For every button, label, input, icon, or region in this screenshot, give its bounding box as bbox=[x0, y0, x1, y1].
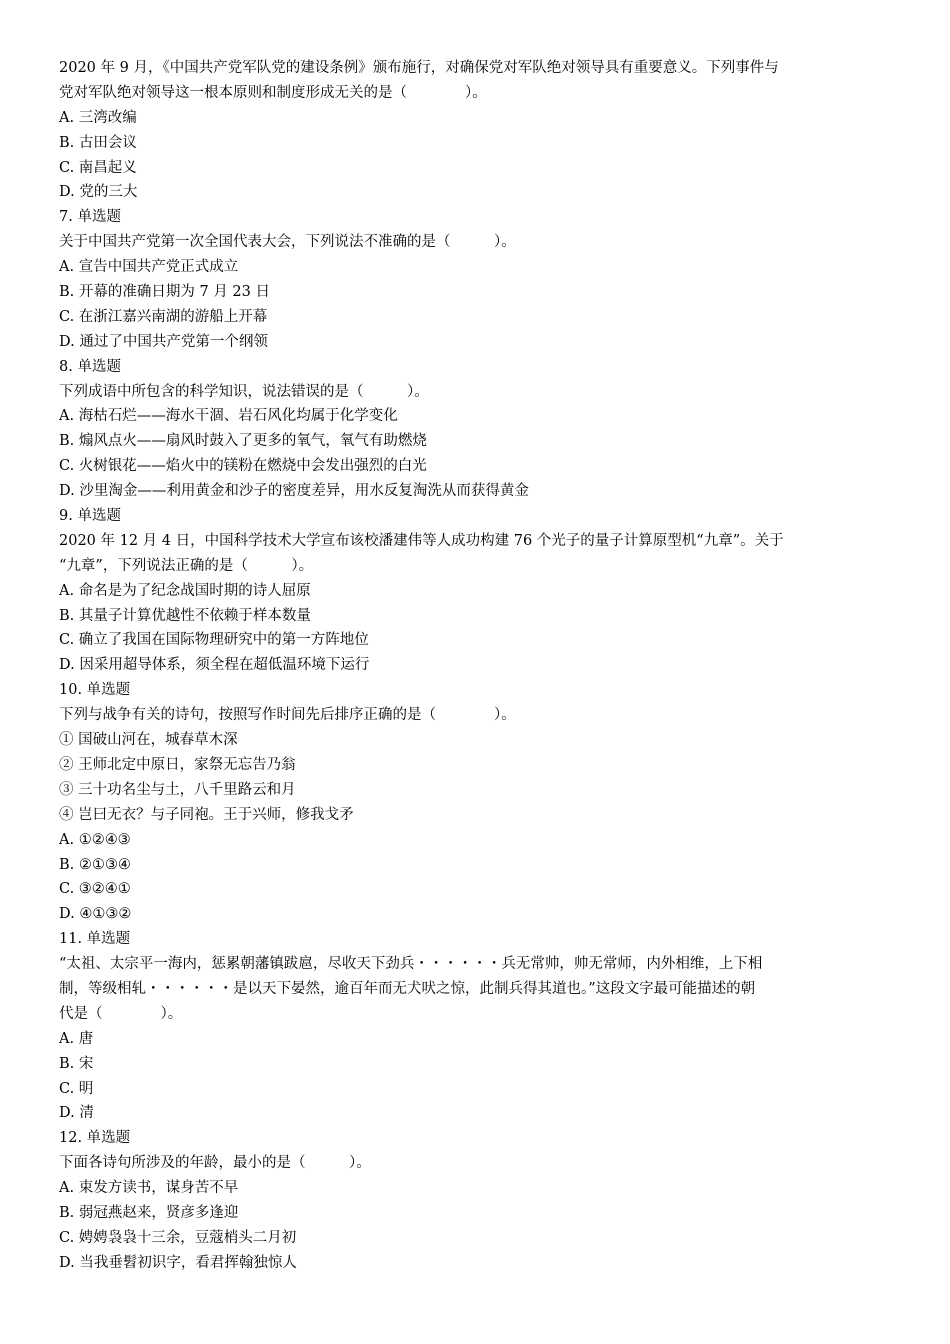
question-6 bbox=[59, 56, 890, 205]
question-11-stem-line-2: 制，等级相轧・・・・・・是以天下晏然，逾百年而无犬吠之惊，此制兵得其道也。”这段文字最可能描述的朝 bbox=[59, 980, 756, 997]
question-12-stem-line-1: 下面各诗句所涉及的年龄，最小的是（ ）。 bbox=[59, 1155, 371, 1172]
question-12 bbox=[59, 1126, 890, 1275]
question-11-stem-line-3: 代是（ ）。 bbox=[59, 1005, 183, 1022]
question-9-option-a: A. 命名是为了纪念战国时期的诗人屈原 bbox=[59, 582, 311, 599]
question-12-option-d: D. 当我垂髫初识字，看君挥翰独惊人 bbox=[59, 1254, 297, 1271]
question-9-stem-line-1: 2020 年 12 月 4 日，中国科学技术大学宣布该校潘建伟等人成功构建 76 个光子的量子计算原型机“九章”。关于 bbox=[59, 532, 784, 549]
question-11-stem-line-1: “太祖、太宗平一海内，惩累朝藩镇跋扈，尽收天下劲兵・・・・・・兵无常帅，帅无常师，内外相维，上下相 bbox=[59, 956, 763, 973]
question-7-stem-line-1: 关于中国共产党第一次全国代表大会，下列说法不准确的是（ ）。 bbox=[59, 234, 516, 251]
question-8-option-a: A. 海枯石烂——海水干涸、岩石风化均属于化学变化 bbox=[59, 408, 398, 425]
question-11-option-b: B. 宋 bbox=[59, 1055, 94, 1072]
question-10-option-a: A. ①②④③ bbox=[59, 831, 131, 848]
question-9-header: 9. 单选题 bbox=[59, 508, 121, 525]
question-7-option-d: D. 通过了中国共产党第一个纲领 bbox=[59, 333, 268, 350]
question-9 bbox=[59, 504, 890, 678]
question-8-header: 8. 单选题 bbox=[59, 358, 121, 375]
question-6-option-d: D. 党的三大 bbox=[59, 184, 138, 201]
question-11-option-d: D. 清 bbox=[59, 1105, 94, 1122]
question-7-option-c: C. 在浙江嘉兴南湖的游船上开幕 bbox=[59, 308, 268, 325]
question-10-option-d: D. ④①③② bbox=[59, 906, 132, 923]
question-9-option-c: C. 确立了我国在国际物理研究中的第一方阵地位 bbox=[59, 632, 369, 649]
question-10-option-c: C. ③②④① bbox=[59, 881, 131, 898]
question-10-item-4: ④ 岂曰无衣？与子同袍。王于兴师，修我戈矛 bbox=[59, 806, 354, 823]
question-10 bbox=[59, 678, 890, 927]
question-11-option-c: C. 明 bbox=[59, 1080, 94, 1097]
question-10-stem-line-1: 下列与战争有关的诗句，按照写作时间先后排序正确的是（ ）。 bbox=[59, 707, 516, 724]
question-11-option-a: A. 唐 bbox=[59, 1030, 94, 1047]
question-7 bbox=[59, 205, 890, 354]
question-12-option-b: B. 弱冠燕赵来，贤彦多逢迎 bbox=[59, 1204, 239, 1221]
question-7-option-a: A. 宣告中国共产党正式成立 bbox=[59, 259, 239, 276]
question-11 bbox=[59, 927, 890, 1126]
question-8-option-c: C. 火树银花——焰火中的镁粉在燃烧中会发出强烈的白光 bbox=[59, 458, 427, 475]
question-8 bbox=[59, 355, 890, 504]
question-10-option-b: B. ②①③④ bbox=[59, 856, 131, 873]
question-11-header: 11. 单选题 bbox=[59, 931, 131, 948]
question-6-stem-line-1: 2020 年 9 月，《中国共产党军队党的建设条例》颁布施行，对确保党对军队绝对领导具有重要意义。下列事件与 bbox=[59, 60, 779, 76]
question-6-option-b: B. 古田会议 bbox=[59, 134, 137, 151]
question-8-option-d: D. 沙里淘金——利用黄金和沙子的密度差异，用水反复淘洗从而获得黄金 bbox=[59, 483, 529, 500]
question-7-option-b: B. 开幕的准确日期为 7 月 23 日 bbox=[59, 284, 270, 301]
question-10-header: 10. 单选题 bbox=[59, 682, 131, 699]
question-9-stem-line-2: “九章”，下列说法正确的是（ ）。 bbox=[59, 557, 314, 574]
question-12-header: 12. 单选题 bbox=[59, 1130, 131, 1147]
question-10-item-2: ② 王师北定中原日，家祭无忘告乃翁 bbox=[59, 756, 296, 773]
question-10-item-3: ③ 三十功名尘与土，八千里路云和月 bbox=[59, 781, 296, 798]
question-6-option-a: A. 三湾改编 bbox=[59, 109, 137, 126]
question-12-option-c: C. 娉娉袅袅十三余，豆蔻梢头二月初 bbox=[59, 1229, 297, 1246]
question-12-option-a: A. 束发方读书，谋身苦不早 bbox=[59, 1180, 239, 1197]
question-10-item-1: ① 国破山河在，城春草木深 bbox=[59, 732, 238, 749]
question-7-header: 7. 单选题 bbox=[59, 209, 121, 226]
question-8-stem-line-1: 下列成语中所包含的科学知识，说法错误的是（ ）。 bbox=[59, 383, 429, 400]
question-8-option-b: B. 煽风点火——扇风时鼓入了更多的氧气，氧气有助燃烧 bbox=[59, 433, 427, 450]
question-6-option-c: C. 南昌起义 bbox=[59, 159, 137, 176]
question-6-stem-line-2: 党对军队绝对领导这一根本原则和制度形成无关的是（ ）。 bbox=[59, 84, 487, 101]
question-9-option-d: D. 因采用超导体系，须全程在超低温环境下运行 bbox=[59, 657, 370, 674]
question-9-option-b: B. 其量子计算优越性不依赖于样本数量 bbox=[59, 607, 311, 624]
